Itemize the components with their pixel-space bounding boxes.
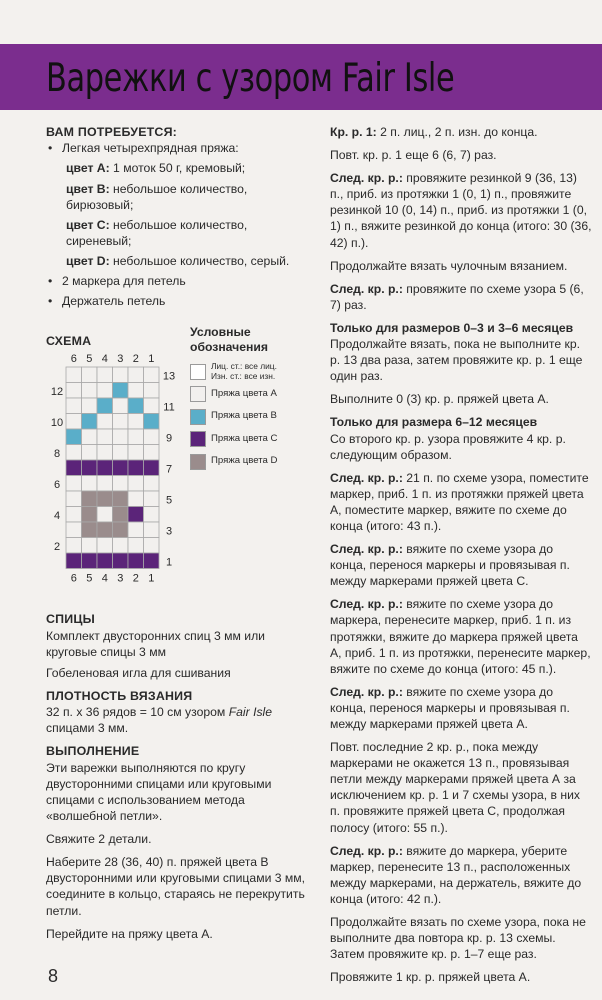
legend-title: Условные обозначения (190, 325, 268, 354)
materials-heading: ВАМ ПОТРЕБУЕТСЯ: (46, 125, 178, 139)
chart-cell-A (66, 445, 82, 461)
schema-heading: СХЕМА (46, 334, 92, 349)
gauge-heading: ПЛОТНОСТЬ ВЯЗАНИЯ (46, 688, 193, 703)
legend-d: Пряжа цвета D (190, 451, 310, 474)
chart-cell-C (97, 460, 113, 476)
chart-cell-A (66, 398, 82, 414)
chart-row-label: 11 (163, 401, 175, 414)
needles-heading: СПИЦЫ (46, 612, 95, 627)
right-column (330, 124, 592, 992)
chart-cell-A (128, 383, 144, 399)
legend-swatch-a (190, 386, 206, 402)
chart-col-label-bottom: 3 (117, 572, 124, 585)
legend-swatch-d (190, 454, 206, 470)
size-small-heading: Только для размеров 0–3 и 3–6 месяцев (330, 320, 574, 335)
chart-cell-A (66, 507, 82, 523)
chart-col-label-top: 1 (148, 353, 155, 366)
chart-cell-A (82, 429, 98, 445)
chart-cell-B (66, 429, 82, 445)
legend-plain: Лиц. ст.: все лиц. Изн. ст.: все изн. (190, 361, 310, 384)
chart-cell-B (82, 414, 98, 430)
materials-color-a: цвет А: 1 моток 50 г, кремовый; (66, 161, 246, 176)
round-next-1: След. кр. р.: провяжите резинкой 9 (36, 13) п., приб. из протяжки 1 (0, 1) п., провяжите резинкой 10 (0, 14) п., приб. из протяжки 1 (0, 1) п., вяжите резинкой до конца (итого: 30 (36, 42) п.). (330, 171, 592, 250)
chart-cell-A (82, 538, 98, 554)
work-heading: ВЫПОЛНЕНИЕ (46, 744, 140, 759)
chart-cell-C (66, 553, 82, 569)
round-stockinette: Продолжайте вязать чулочным вязанием. (330, 258, 568, 273)
chart-cell-A (97, 367, 113, 383)
chart-cell-B (128, 398, 144, 414)
chart-cell-A (144, 383, 160, 399)
chart-cell-A (113, 429, 129, 445)
chart-cell-D (113, 491, 129, 507)
chart-cell-A (113, 445, 129, 461)
chart-cell-A (97, 476, 113, 492)
chart-cell-A (128, 538, 144, 554)
size-large-heading: Только для размера 6–12 месяцев (330, 415, 538, 430)
chart-cell-A (128, 522, 144, 538)
chart-cell-C (144, 553, 160, 569)
work-p4: Перейдите на пряжу цвета А. (46, 926, 213, 941)
size-small-text: Продолжайте вязать, пока не выполните кр. р. 13 два раза, затем провяжите кр. р. 1 еще один раз. (330, 337, 583, 384)
round-repeat-2: Повт. последние 2 кр. р., пока между маркерами не окажется 13 п., провязывая петли между маркерами пряжей цвета А за исключением кр. р. 1 и 7 схемы узора, в них п. провяжите пряжей цвета С, продолжая полосу (итого: 55 п.). (330, 740, 581, 835)
chart-cell-C (128, 507, 144, 523)
chart-cell-A (128, 476, 144, 492)
chart-cell-A (144, 429, 160, 445)
chart-cell-A (66, 367, 82, 383)
size-large-text: Со второго кр. р. узора провяжите 4 кр. р. следующим образом. (330, 431, 566, 462)
chart-col-label-bottom: 5 (86, 572, 93, 585)
chart-row-label: 9 (165, 432, 173, 445)
chart-cell-D (97, 522, 113, 538)
chart-cell-A (128, 367, 144, 383)
materials-holder: • Держатель петель (46, 293, 306, 309)
chart-cell-A (97, 429, 113, 445)
chart-cell-A (128, 414, 144, 430)
round-1: Кр. р. 1: 2 п. лиц., 2 п. изн. до конца. (330, 125, 538, 139)
chart-cell-B (113, 383, 129, 399)
chart-col-label-top: 5 (86, 353, 93, 366)
materials-markers: • 2 маркера для петель (46, 273, 306, 289)
round-next-2: След. кр. р.: провяжите по схеме узора 5 (6, 7) раз. (330, 281, 584, 312)
chart-cell-A (113, 538, 129, 554)
chart-row-label: 7 (165, 463, 173, 476)
chart-cell-D (82, 522, 98, 538)
round-next-5: След. кр. р.: вяжите по схеме узора до маркера, перенесите маркер, приб. 1 п. из протяжки, вяжите до маркера пряжей цвета А, приб. 1 п. из протяжки, перенесите маркер, вяжите по схеме до конца (итого: 45 п.). (330, 597, 591, 676)
chart-cell-C (66, 460, 82, 476)
chart-cell-A (97, 414, 113, 430)
chart-cell-A (82, 383, 98, 399)
chart-cell-A (66, 383, 82, 399)
chart-cell-D (82, 507, 98, 523)
chart-cell-A (82, 398, 98, 414)
round-next-4: След. кр. р.: вяжите по схеме узора до конца, перенося маркеры и провязывая п. между маркерами пряжей цвета С. (330, 542, 570, 589)
needles-text: Комплект двусторонних спиц 3 мм или круговые спицы 3 мм (46, 628, 265, 659)
chart-cell-C (144, 460, 160, 476)
work-p2: Свяжите 2 детали. (46, 832, 152, 847)
chart-cell-A (144, 507, 160, 523)
chart-cell-A (128, 429, 144, 445)
chart-cell-A (66, 476, 82, 492)
chart-cell-A (113, 476, 129, 492)
materials-color-b: цвет В: небольшое количество, бирюзовый; (66, 181, 248, 212)
chart-cell-A (113, 398, 129, 414)
materials-color-c: цвет С: небольшое количество, сиреневый; (66, 217, 248, 248)
chart-cell-A (144, 522, 160, 538)
chart-col-label-top: 2 (132, 353, 139, 366)
knitting-chart-grid (46, 349, 196, 589)
chart-cell-B (97, 398, 113, 414)
chart-cell-A (82, 367, 98, 383)
chart-row-label: 8 (53, 448, 61, 461)
chart-row-label: 13 (162, 370, 176, 383)
chart-cell-A (113, 367, 129, 383)
chart-cell-A (128, 445, 144, 461)
chart-col-label-bottom: 4 (101, 572, 108, 585)
chart-row-label: 2 (53, 541, 61, 554)
size-small-text2: Выполните 0 (3) кр. р. пряжей цвета А. (330, 392, 549, 407)
left-column (46, 124, 306, 949)
chart-cell-A (128, 491, 144, 507)
chart-row-label: 6 (53, 479, 61, 492)
round-next-3: След. кр. р.: 21 п. по схеме узора, поместите маркер, приб. 1 п. из протяжки пряжей цвета А, поместите маркер, вяжите по схеме до конца (итого: 43 п.). (330, 470, 589, 533)
chart-cell-A (113, 414, 129, 430)
materials-color-d: цвет D: небольшое количество, серый. (66, 253, 290, 268)
work-p1: Эти варежки выполняются по кругу двусторонними спицами или круговыми спицами с использованием метода «волшебной петли». (46, 760, 272, 824)
materials-list (46, 140, 306, 309)
chart-row-label: 3 (165, 525, 173, 538)
chart-col-label-top: 4 (101, 353, 108, 366)
chart-row-label: 12 (50, 386, 64, 399)
chart-col-label-bottom: 2 (132, 572, 139, 585)
chart-cell-C (82, 553, 98, 569)
chart-cell-A (144, 398, 160, 414)
chart-col-label-bottom: 1 (148, 572, 155, 585)
chart-cell-A (66, 414, 82, 430)
chart-cell-A (144, 445, 160, 461)
legend-swatch-b (190, 409, 206, 425)
chart-cell-A (66, 538, 82, 554)
chart-cell-A (97, 445, 113, 461)
chart-cell-A (144, 367, 160, 383)
page-title: Варежки с узором Fair Isle (46, 56, 455, 101)
chart-cell-A (82, 445, 98, 461)
top-margin (0, 0, 602, 40)
page-number: 8 (48, 966, 59, 986)
gauge-text: 32 п. х 36 рядов = 10 см узором Fair Isle спицами 3 мм. (46, 705, 273, 736)
chart-cell-A (97, 507, 113, 523)
chart-cell-A (144, 538, 160, 554)
round-repeat: Повт. кр. р. 1 еще 6 (6, 7) раз. (330, 148, 497, 163)
chart-cell-C (82, 460, 98, 476)
legend-c: Пряжа цвета С (190, 428, 310, 451)
chart-schema (46, 319, 306, 599)
chart-cell-C (113, 553, 129, 569)
chart-cell-A (144, 491, 160, 507)
chart-cell-D (82, 491, 98, 507)
chart-legend (190, 325, 310, 473)
chart-cell-A (82, 476, 98, 492)
chart-col-label-top: 6 (70, 353, 77, 366)
round-continue: Продолжайте вязать по схеме узора, пока не выполните два повтора кр. р. 13 схемы. Затем провяжите кр. р. 1–7 еще раз. (330, 915, 586, 962)
legend-swatch-c (190, 431, 206, 447)
chart-cell-D (97, 491, 113, 507)
chart-cell-A (144, 476, 160, 492)
chart-cell-C (128, 460, 144, 476)
legend-a: Пряжа цвета А (190, 383, 310, 406)
legend-swatch-plain (190, 364, 206, 380)
chart-cell-A (97, 383, 113, 399)
chart-cell-D (113, 507, 129, 523)
chart-cell-A (66, 522, 82, 538)
chart-cell-C (113, 460, 129, 476)
chart-row-label: 10 (50, 417, 64, 430)
round-next-7: След. кр. р.: вяжите до маркера, уберите маркер, перенесите 13 п., расположенных между маркерами, на держатель, вяжите до конца (итого: 42 п.). (330, 843, 582, 906)
chart-col-label-top: 3 (117, 353, 124, 366)
chart-row-label: 5 (165, 494, 173, 507)
chart-col-label-bottom: 6 (70, 572, 77, 585)
legend-b: Пряжа цвета В (190, 406, 310, 429)
chart-row-label: 1 (165, 556, 173, 569)
work-p3: Наберите 28 (36, 40) п. пряжей цвета В двусторонними или круговыми спицами 3 мм, соедините в кольцо, стараясь не перекрутить петли. (46, 855, 306, 918)
chart-cell-C (97, 553, 113, 569)
round-final: Провяжите 1 кр. р. пряжей цвета А. (330, 970, 531, 985)
materials-yarn: • Легкая четырехпрядная пряжа: (46, 140, 306, 156)
needle-tapestry: Гобеленовая игла для сшивания (46, 665, 231, 680)
chart-cell-A (97, 538, 113, 554)
chart-cell-B (144, 414, 160, 430)
chart-cell-C (128, 553, 144, 569)
chart-cell-D (113, 522, 129, 538)
chart-row-label: 4 (53, 510, 61, 523)
round-next-6: След. кр. р.: вяжите по схеме узора до конца, перенося маркеры и провязывая п. между маркерами пряжей цвета А. (330, 684, 570, 731)
chart-cell-A (66, 491, 82, 507)
